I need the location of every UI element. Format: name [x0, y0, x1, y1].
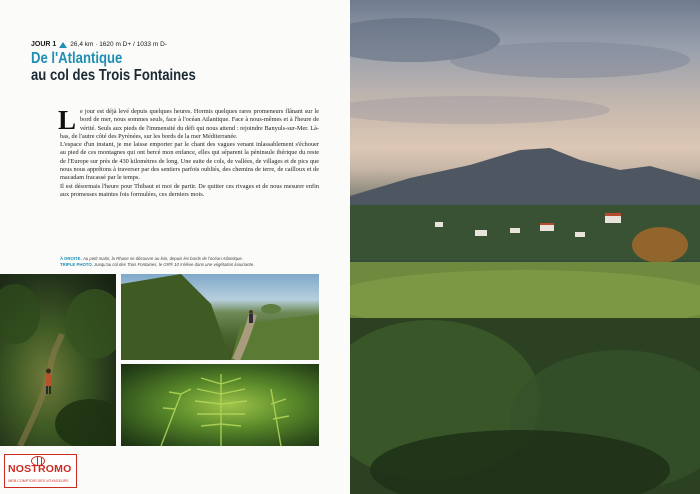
paragraph: Il est désormais l'heure pour Thibaut et moi de partir. De quitter ces rivages et de nous mesurer enfin aux promesses maintes fois formulées, ces derniers mois.: [60, 182, 319, 198]
logo-tagline: WEB-COMPTOIR DES VOYAGEURS: [8, 479, 69, 483]
fern-illustration: [121, 364, 319, 446]
ridge-illustration: [121, 274, 319, 360]
right-page-photo: [350, 0, 700, 494]
photo-captions: [60, 256, 320, 268]
day-label: JOUR 1: [31, 41, 57, 48]
landscape-illustration: [350, 0, 700, 494]
photo-fern: [121, 364, 319, 446]
photo-hikers-ridge: [121, 274, 319, 360]
stage-header: [31, 41, 167, 48]
caption-triple-text: Jusqu'au col des Trois Fontaines, le GR® 10 s'élève dans une végétation luxuriante.: [94, 262, 255, 267]
publisher-logo: [4, 454, 77, 488]
photo-forest-path: [0, 274, 116, 446]
caption-triple: [60, 262, 320, 268]
hiker-illustration: [0, 274, 116, 446]
logo-name: NOSTROMO: [8, 463, 72, 475]
paragraph: L'espace d'un instant, je me laisse emporter par le chant des vagues venant inlassablement s'échouer au pied de ces montagnes qui ont bercé mon enfance, elles qui séparent la péninsule ibérique du reste de l'Europe sur près de 430 kilomètres de long. Une suite de cols, de vallées, de villages et de pics que nous nous apprêtons à traverser par des sentiers parfois oubliés, des chemins de terre, de cailloux et de macadam fracassé par le temps.: [60, 141, 319, 182]
body-text: [58, 105, 319, 199]
paragraph: e jour est déjà levé depuis quelques heures. Hormis quelques rares promeneurs flânant sur le bord de mer, nous sommes seuls, face à l'océan Atlantique. Face à nous-mêmes et à l'heure de vérité. Seuls aux pieds de l'immensité du défi qui nous attend : rejoindre Banyuls-sur-Mer. Là-bas, de l'autre côté des Pyrénées, sur les bords de la mer Méditerranée.: [60, 108, 319, 140]
title-line-2: au col des Trois Fontaines: [31, 67, 196, 84]
caption-right-text: Au petit matin, la Rhune se découvre au loin, depuis les bords de l'océan Atlantique.: [82, 256, 243, 261]
drop-cap: L: [58, 105, 77, 135]
caption-right-label: À DROITE.: [60, 256, 82, 261]
stage-stats: 26,4 km · 1620 m D+ / 1033 m D-: [70, 41, 167, 48]
chapter-title: [31, 50, 196, 84]
caption-triple-label: TRIPLE PHOTO.: [60, 262, 93, 267]
mountain-icon: [59, 42, 67, 48]
title-line-1: De l'Atlantique: [31, 50, 123, 67]
